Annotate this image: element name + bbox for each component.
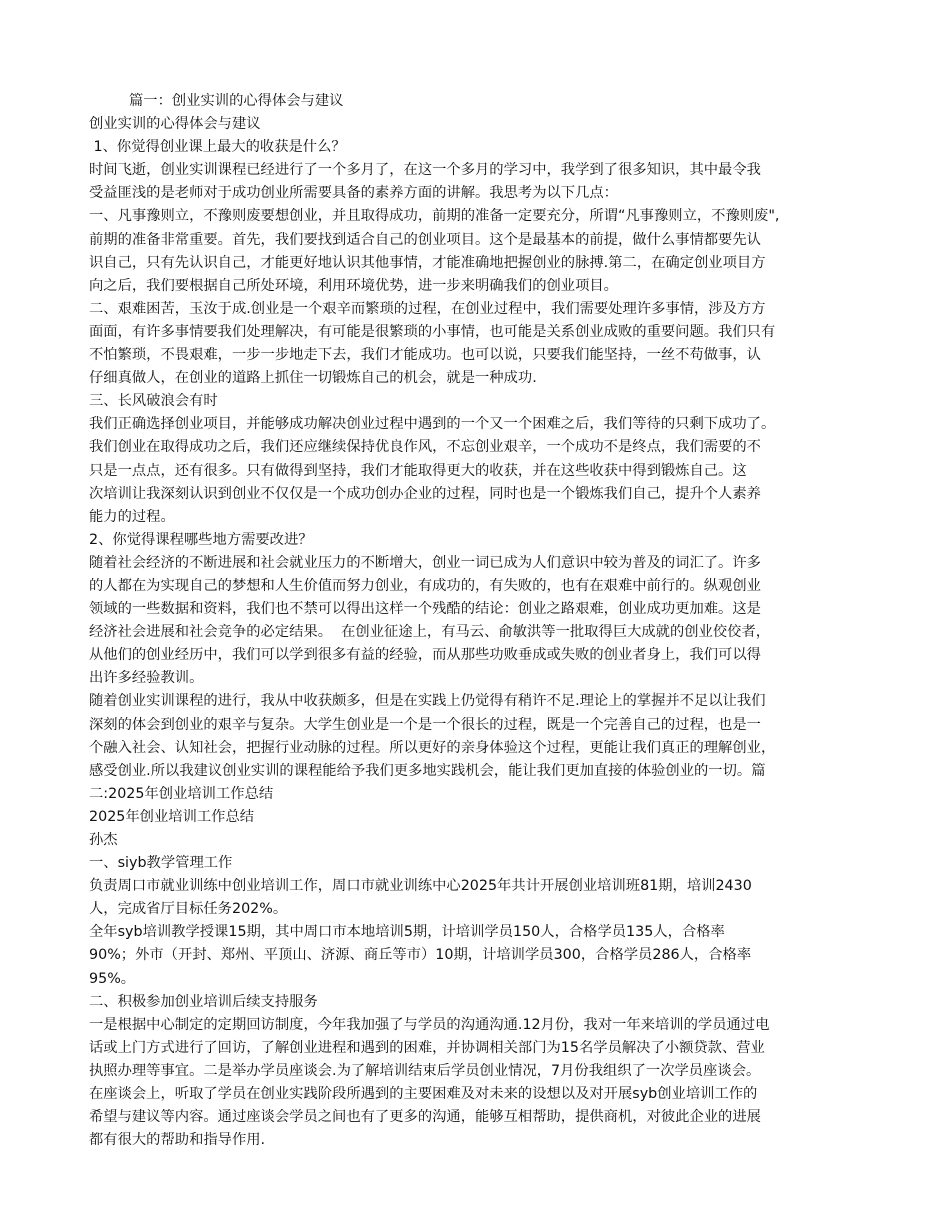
text-line: 向之后，我们要根据自己所处环境，利用环境优势，进一步来明确我们的创业项目。 [89,277,618,294]
text-line: 时间飞逝，创业实训课程已经进行了一个多月了，在这一个多月的学习中，我学到了很多知识，其中最令我 [89,162,761,179]
text-line: 仔细真做人，在创业的道路上抓住一切锻炼自己的机会，就是一种成功. [89,370,537,387]
text-line: 深刻的体会到创业的艰辛与复杂。大学生创业是一个是一个很长的过程，既是一个完善自己的过程，也是一 [89,716,761,733]
text-line: 随着社会经济的不断进展和社会就业压力的不断增大，创业一词已成为人们意识中较为普及的词汇了。许多 [89,554,761,571]
document-page [89,90,861,1152]
text-line: 我们正确选择创业项目，并能够成功解决创业过程中遇到的一个又一个困难之后，我们等待的只剩下成功了。 [89,416,776,433]
author-name: 孙杰 [89,832,118,848]
document-title: 2025年创业培训工作总结 [89,808,255,825]
text-line: 都有很大的帮助和指导作用. [89,1132,266,1149]
text-line: 领域的一些数据和资料，我们也不禁可以得出这样一个残酷的结论：创业之路艰难，创业成功更加难。这是 [89,601,761,618]
text-line: 经济社会进展和社会竞争的必定结果。 在创业征途上，有马云、俞敏洪等一批取得巨大成就的创业佼佼者， [89,624,771,641]
text-line: 从他们的创业经历中，我们可以学到很多有益的经验，而从那些功败垂成或失败的创业者身上，我们可以得 [89,647,761,664]
text-line: 人，完成省厅目标任务202%。 [89,901,288,918]
text-line: 能力的过程。 [89,508,175,525]
text-line: 个融入社会、认知社会，把握行业动脉的过程。所以更好的亲身体验这个过程，更能让我们真正的理解创业， [89,739,776,756]
text-line: 一、凡事豫则立，不豫则废要想创业，并且取得成功，前期的准备一定要充分，所谓“凡事豫则立，不豫则废", [89,208,780,225]
text-line: 只是一点点，还有很多。只有做得到坚持，我们才能取得更大的收获，并在这些收获中得到锻炼自己。这 [89,462,747,479]
text-line: 一是根据中心制定的定期回访制度，今年我加强了与学员的沟通沟通.12月份，我对一年来培训的学员通过电 [89,1016,770,1033]
subheading: 三、长风破浪会有时 [89,393,218,410]
text-line: 识自己，只有先认识自己，才能更好地认识其他事情，才能准确地把握创业的脉搏.第二，在确定创业项目方 [89,254,766,271]
subheading: 一、siyb教学管理工作 [89,855,233,872]
text-line: 在座谈会上，听取了学员在创业实践阶段所遇到的主要困难及对未来的设想以及对开展syb创业培训工作的 [89,1086,758,1103]
text-line: 执照办理等事宜。二是举办学员座谈会.为了解培训结束后学员创业情况，7月份我组织了一次学员座谈会。 [89,1062,761,1079]
document-title: 创业实训的心得体会与建议 [89,116,261,133]
text-line: 95%。 [89,970,136,987]
subheading: 二、积极参加创业培训后续支持服务 [89,993,318,1010]
text-line: 希望与建议等内容。通过座谈会学员之间也有了更多的沟通，能够互相帮助，提供商机，对彼此企业的进展 [89,1109,761,1126]
text-line: 不怕繁琐，不畏艰难，一步一步地走下去，我们才能成功。也可以说，只要我们能坚持，一丝不苟做事，认 [89,347,761,364]
question-heading: 2、你觉得课程哪些地方需要改进？ [89,531,313,548]
text-line: 话或上门方式进行了回访，了解创业进程和遇到的困难，并协调相关部门为15名学员解决了小额贷款、营业 [89,1039,765,1056]
text-line: 随着创业实训课程的进行，我从中收获颇多，但是在实践上仍觉得有稍许不足.理论上的掌握并不足以让我们 [89,693,766,710]
text-line: 我们创业在取得成功之后，我们还应继续保持优良作风，不忘创业艰辛，一个成功不是终点，我们需要的不 [89,439,761,456]
section-heading: 篇一：创业实训的心得体会与建议 [129,93,344,109]
section-heading: 二:2025年创业培训工作总结 [89,785,274,802]
text-line: 负责周口市就业训练中创业培训工作，周口市就业训练中心2025年共计开展创业培训班81期，培训2430 [89,878,752,895]
text-line: 全年syb培训教学授课15期，其中周口市本地培训5期，计培训学员150人，合格学员135人，合格率 [89,924,725,941]
question-heading: 1、你觉得创业课上最大的收获是什么？ [89,139,346,156]
text-line: 90%；外市（开封、郑州、平顶山、济源、商丘等市）10期，计培训学员300，合格学员286人，合格率 [89,947,752,964]
text-line: 前期的准备非常重要。首先，我们要找到适合自己的创业项目。这个是最基本的前提，做什么事情都要先认 [89,231,761,248]
text-line: 出许多经验教训。 [89,670,204,687]
text-line: 面面，有许多事情要我们处理解决，有可能是很繁琐的小事情，也可能是关系创业成败的重要问题。我们只有 [89,323,776,340]
text-line: 次培训让我深刻认识到创业不仅仅是一个成功创办企业的过程，同时也是一个锻炼我们自己，提升个人素养 [89,485,761,502]
text-line: 受益匪浅的是老师对于成功创业所需要具备的素养方面的讲解。我思考为以下几点： [89,185,618,202]
text-line: 的人都在为实现自己的梦想和人生价值而努力创业，有成功的，有失败的，也有在艰难中前行的。纵观创业 [89,577,761,594]
text-line: 感受创业.所以我建议创业实训的课程能给予我们更多地实践机会，能让我们更加直接的体验创业的一切。篇 [89,762,766,779]
text-line: 二、艰难困苦，玉汝于成.创业是一个艰辛而繁琐的过程，在创业过程中，我们需要处理许多事情，涉及方方 [89,300,766,317]
